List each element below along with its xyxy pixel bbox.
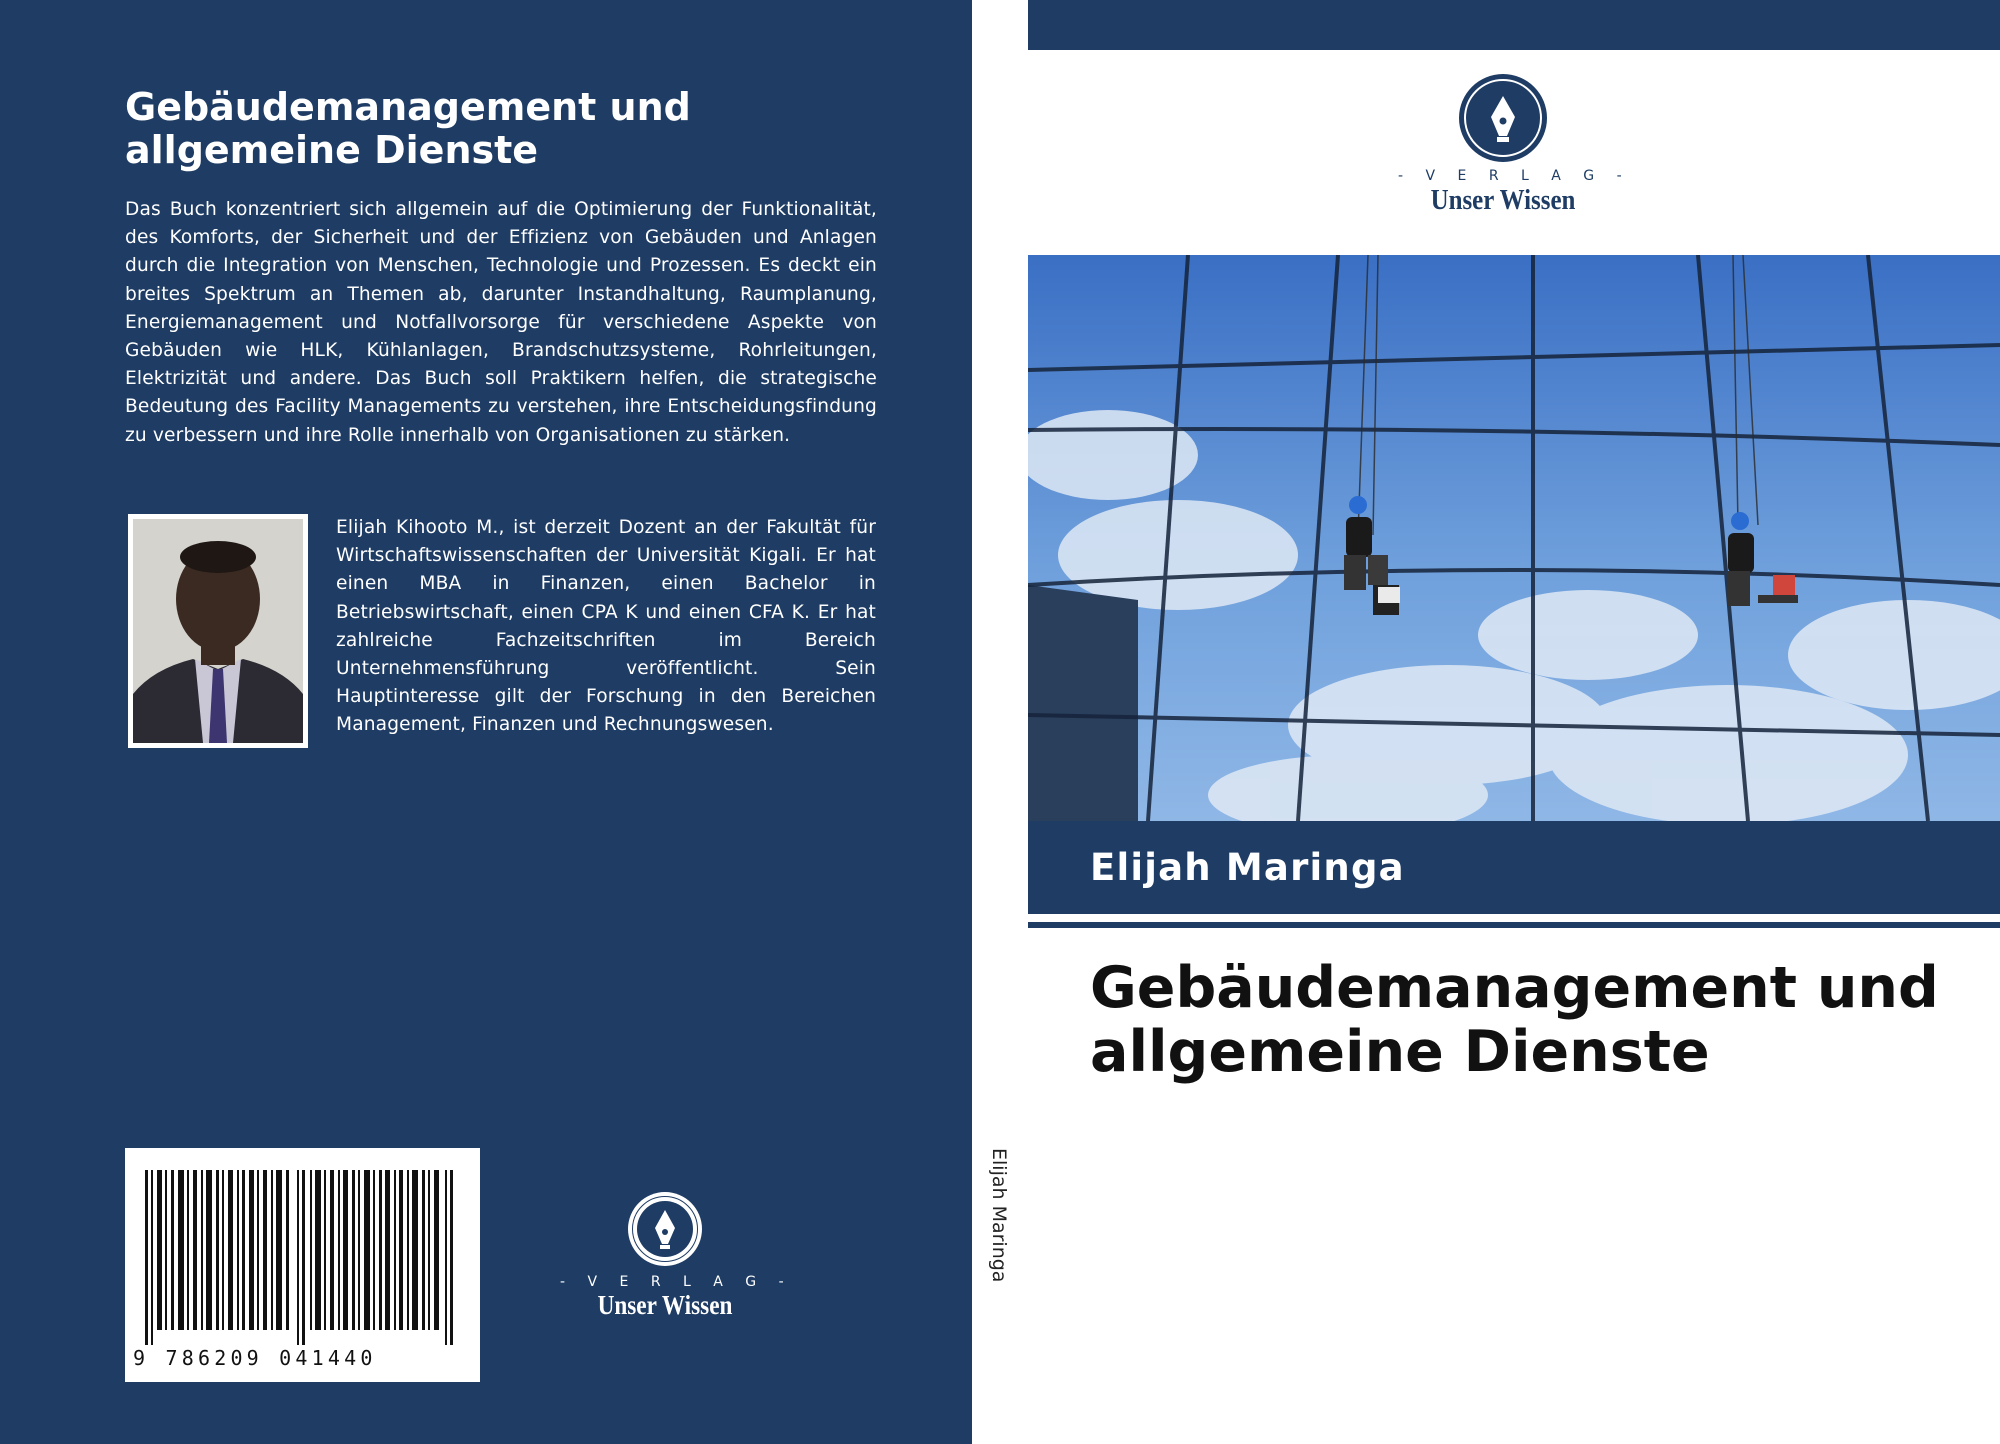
back-publisher-verlag-label: - V E R L A G - <box>560 1274 793 1290</box>
front-cover-title: Gebäudemanagement und allgemeine Dienste <box>1090 955 1939 1085</box>
spine-author: Elijah Maringa <box>988 1148 1010 1283</box>
front-author-name: Elijah Maringa <box>1090 846 1405 889</box>
author-photo <box>128 514 308 748</box>
author-bio: Elijah Kihooto M., ist derzeit Dozent an der Fakultät für Wirtschaftswissenschaften der Universität Kigali. Er hat einen MBA in Finanzen, einen Bachelor in Betriebswirtschaft, einen CPA K und einen CFA K. Er hat zahlreiche Fachzeitschriften im Bereich Unternehmensführung veröffentlicht. Sein Hauptinteresse gilt der Forschung in den Bereichen Management, Finanzen und Rechnungswesen. <box>336 517 876 736</box>
window-cleaners-image <box>1028 255 2000 821</box>
barcode-number: 9 786209 041440 <box>133 1346 377 1370</box>
front-publisher-name: Unser Wissen <box>1430 184 1576 216</box>
cover-photo <box>1028 255 2000 821</box>
front-top-bar <box>1028 0 2000 50</box>
barcode-bars <box>145 1170 460 1345</box>
front-publisher-verlag-label: - V E R L A G - <box>1398 168 1631 184</box>
back-publisher-logo <box>560 1190 793 1320</box>
front-divider-rule <box>1028 922 2000 928</box>
pen-nib-icon <box>1457 72 1549 164</box>
back-cover-title: Gebäudemanagement und allgemeine Dienste <box>125 85 691 172</box>
pen-nib-icon <box>626 1190 704 1268</box>
back-publisher-name: Unser Wissen <box>597 1290 733 1320</box>
barcode <box>125 1148 480 1382</box>
author-portrait-image <box>133 519 303 743</box>
back-cover-blurb: Das Buch konzentriert sich allgemein auf die Optimierung der Funktionalität, des Komforts, der Sicherheit und der Effizienz von Gebäuden und Anlagen durch die Integration von Menschen, Technologie und Prozessen. Es deckt ein breites Spektrum an Themen ab, darunter Instandhaltung, Raumplanung, Energiemanagement und Notfallvorsorge für verschiedene Aspekte von Gebäuden wie HLK, Kühlanlagen, Brandschutzsysteme, Rohrleitungen, Elektrizität und andere. Das Buch soll Praktikern helfen, die strategische Bedeutung des Facility Managements zu verstehen, ihre Entscheidungsfindung zu verbessern und ihre Rolle innerhalb von Organisationen zu stärken. <box>125 199 877 446</box>
front-publisher-logo <box>1398 72 1631 216</box>
